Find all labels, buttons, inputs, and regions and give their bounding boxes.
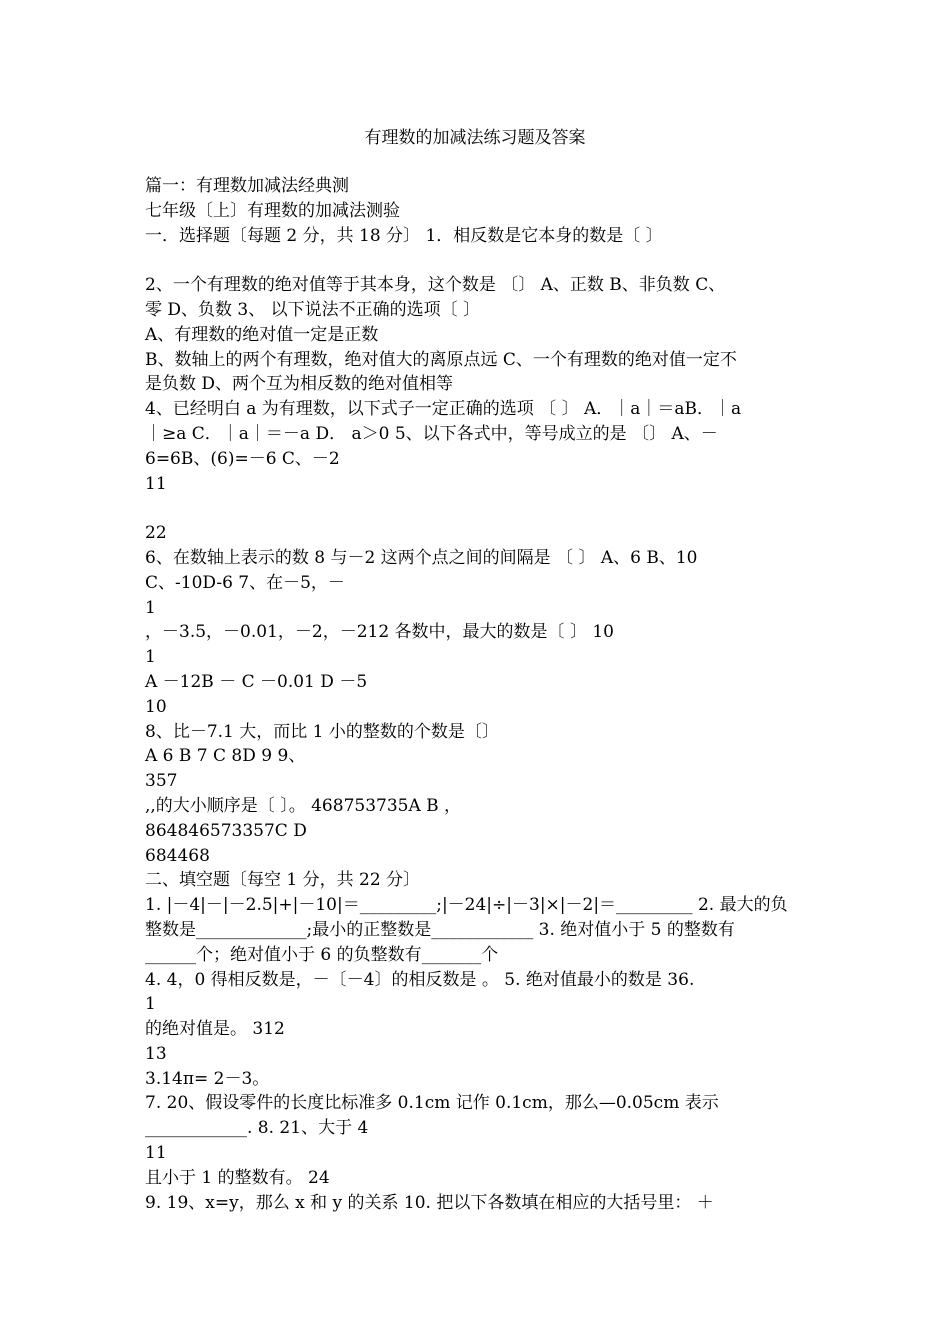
text-line: 篇一：有理数加减法经典测 <box>145 176 349 196</box>
text-line: 4、已经明白 a 为有理数，以下式子一定正确的选项 〔 〕 A．｜a｜＝aB．｜a <box>145 399 742 420</box>
text-line: 8、比－7.1 大，而比 1 小的整数的个数是〔〕 <box>145 721 499 742</box>
text-line: 且小于 1 的整数有。 24 <box>145 1167 330 1188</box>
text-line: ｜≥a C．｜a｜＝－a D． a＞0 5、以下各式中，等号成立的是 〔〕 A、－ <box>145 423 718 444</box>
text-line: 是负数 D、两个互为相反数的绝对值相等 <box>145 374 454 395</box>
text-line: 二、填空题〔每空 1 分，共 22 分〕 <box>145 870 421 891</box>
text-line: 零 D、负数 3、 以下说法不正确的选项〔 〕 <box>145 299 481 320</box>
text-line: 七年级〔上〕有理数的加减法测验 <box>145 200 400 221</box>
text-line: 1 <box>145 597 156 618</box>
document-title: 有理数的加减法练习题及答案 <box>364 128 586 148</box>
document-body <box>145 174 825 1215</box>
text-line: ____________. 8. 21、大于 4 <box>145 1118 369 1139</box>
text-line: 3.14π= 2－3。 <box>145 1068 270 1089</box>
text-line: 1 <box>145 647 156 668</box>
text-line: 一．选择题〔每题 2 分，共 18 分〕 1．相反数是它本身的数是〔 〕 <box>145 225 663 246</box>
text-line: 864846573357C D <box>145 820 307 841</box>
text-line: B、数轴上的两个有理数，绝对值大的离原点远 C、一个有理数的绝对值一定不 <box>145 349 737 370</box>
text-line <box>145 248 825 273</box>
text-line: 684468 <box>145 845 210 866</box>
text-line: 7. 20、假设零件的长度比标准多 0.1cm 记作 0.1cm，那么—0.05cm 表示 <box>145 1093 719 1114</box>
text-line: 22 <box>145 523 167 544</box>
text-line: 1 <box>145 994 156 1015</box>
text-line: 10 <box>145 696 167 717</box>
text-line: 6=6B、(6)=－6 C、－2 <box>145 448 340 469</box>
text-line: 13 <box>145 1043 167 1064</box>
text-line: A －12B － C －0.01 D －5 <box>145 671 368 692</box>
text-line: C、-10D-6 7、在－5，－ <box>145 572 345 593</box>
text-line: 11 <box>145 1143 167 1164</box>
text-line: 6、在数轴上表示的数 8 与－2 这两个点之间的间隔是 〔 〕 A、6 B、10 <box>145 547 698 568</box>
text-line: 357 <box>145 771 178 792</box>
text-line <box>145 496 825 521</box>
text-line: 2、一个有理数的绝对值等于其本身，这个数是 〔〕 A、正数 B、非负数 C、 <box>145 275 726 296</box>
text-line: ，－3.5，－0.01，－2，－212 各数中，最大的数是〔 〕 10 <box>145 622 614 643</box>
text-line: 4. 4，0 得相反数是，－〔－4〕的相反数是 。 5. 绝对值最小的数是 36. <box>145 969 695 990</box>
text-line: 11 <box>145 473 167 494</box>
text-line: ,,的大小顺序是〔 〕。 468753735A B ， <box>145 795 462 816</box>
text-line: 的绝对值是。 312 <box>145 1019 285 1040</box>
text-line: ______个；绝对值小于 6 的负整数有_______个 <box>145 944 499 965</box>
text-line: 9. 19、x=y，那么 x 和 y 的关系 10. 把以下各数填在相应的大括号里： ＋ <box>145 1192 714 1213</box>
text-line: 1. |－4|－|－2.5|+|－10|＝_________;|－24|÷|－3|×|－2|＝_________ 2. 最大的负 <box>145 895 788 916</box>
text-line: 整数是_____________;最小的正整数是____________ 3. 绝对值小于 5 的整数有 <box>145 919 735 940</box>
text-line: A、有理数的绝对值一定是正数 <box>145 324 379 345</box>
text-line: A 6 B 7 C 8D 9 9、 <box>145 746 306 767</box>
